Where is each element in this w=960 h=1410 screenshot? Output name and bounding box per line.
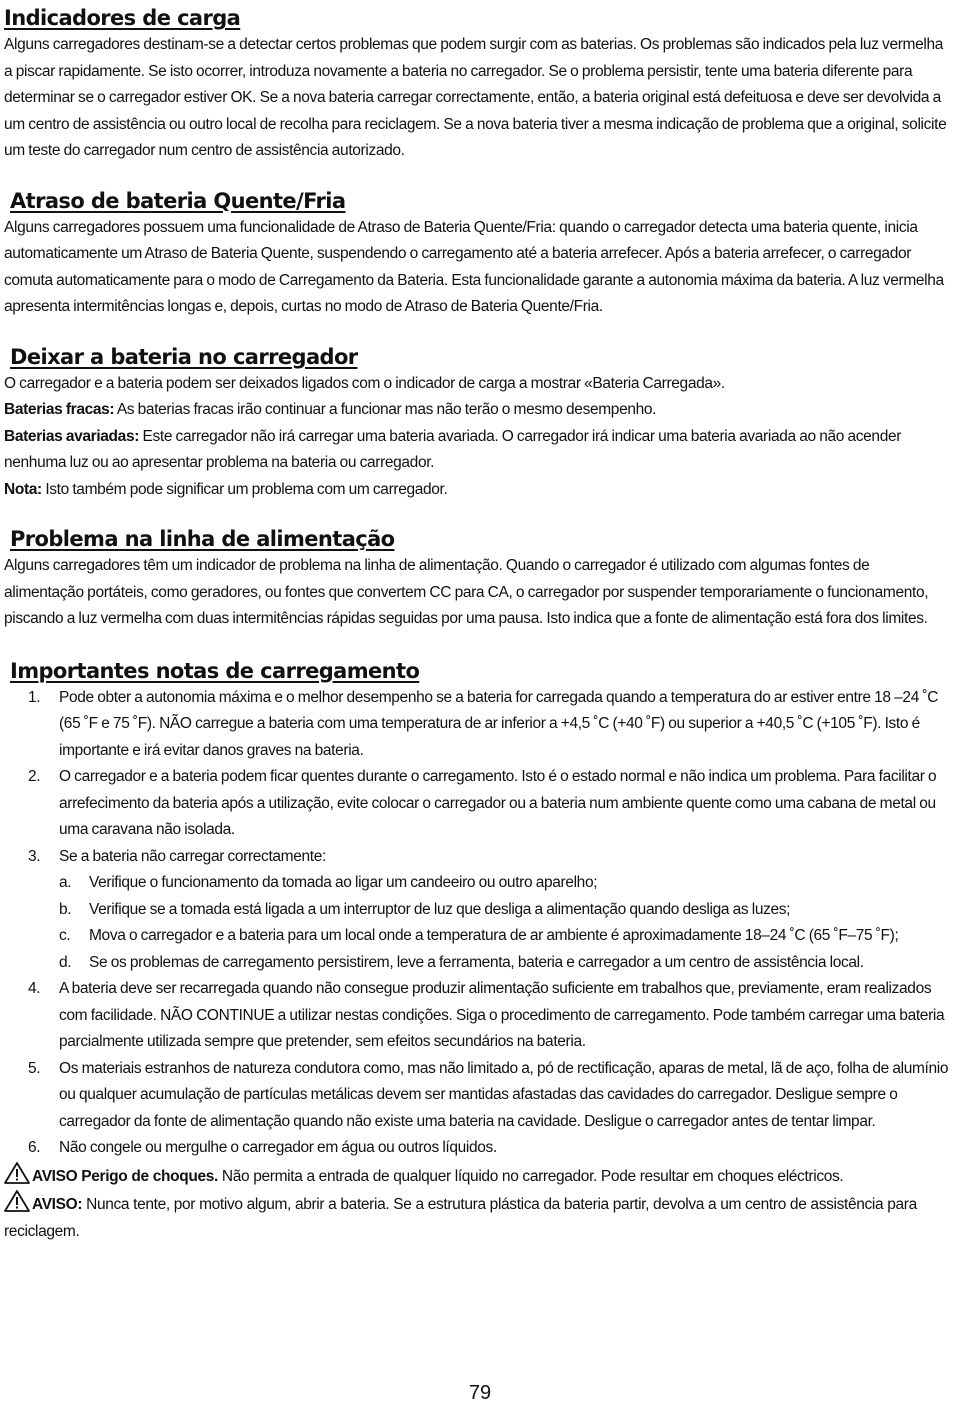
- section-title-leave-battery: Deixar a bateria no carregador: [10, 344, 358, 369]
- section-title-power-line: Problema na linha de alimentação: [10, 527, 395, 551]
- weak-batteries-text: As baterias fracas irão continuar a funcionar mas não terão o mesmo desempenho.: [114, 401, 657, 418]
- sub-list-item: [59, 870, 950, 897]
- section-body-power-line: Alguns carregadores têm um indicador de problema na linha de alimentação. Quando o carregador é utilizado com algumas fontes de alimentação portáteis, como geradores, ou fontes que convertem CC para CA, o carregador por suspender temporariamente o funcionamento, piscando a luz vermelha com duas intermitências rápidas seguidas por uma pausa. Isto indica que a fonte de alimentação está fora dos limites.: [4, 557, 929, 627]
- sub-list-text: Verifique se a tomada está ligada a um interruptor de luz que desliga a alimentação quando desliga as luzes;: [89, 900, 791, 918]
- damaged-batteries-note: [4, 424, 950, 477]
- list-item-text: Os materiais estranhos de natureza condutora como, mas não limitado a, pó de rectificação, aparas de metal, lã de aço, folha de alumínio ou qualquer acumulação de partículas metálicas devem ser mantidas afastadas das cavidades do carregador. Desligue sempre o carregador da fonte de alimentação quando não existe uma bateria na cavidade. Desligue o carregador antes de tentar limpar.: [59, 1059, 949, 1130]
- section-body-hot-cold-delay: Alguns carregadores possuem uma funcionalidade de Atraso de Bateria Quente/Fria: quando o carregador detecta uma bateria quente, inicia automaticamente um Atraso de Bateria Quente, suspendendo o carregamento até a bateria arrefecer. Após a bateria arrefecer, o carregador comuta automaticamente para o modo de Carregamento da Bateria. Esta funcionalidade garante a autonomia máxima da bateria. A luz vermelha apresenta intermitências longas e, depois, curtas no modo de Atraso de Bateria Quente/Fria.: [4, 218, 944, 315]
- sub-list-letter: c.: [59, 927, 71, 944]
- note: [4, 477, 950, 504]
- sub-list-text: Mova o carregador e a bateria para um local onde a temperatura de ar ambiente é aproximadamente 18–24 ˚C (65 ˚F–75 ˚F);: [89, 927, 899, 944]
- page-number: 79: [468, 1382, 492, 1404]
- damaged-batteries-label: Baterias avariadas:: [4, 427, 140, 445]
- charging-notes-list: [4, 685, 950, 1162]
- sub-list-item: [59, 950, 950, 977]
- section-title-hot-cold-delay: Atraso de bateria Quente/Fria: [10, 188, 346, 213]
- sub-list-letter: b.: [59, 900, 72, 918]
- note-label: Nota:: [4, 480, 42, 498]
- warning-open-battery-text: Nunca tente, por motivo algum, abrir a bateria. Se a estrutura plástica da bateria partir, devolva a um centro de assistência para reciclagem.: [4, 1196, 917, 1240]
- sub-list-letter: d.: [59, 953, 72, 971]
- damaged-batteries-text: Este carregador não irá carregar uma bateria avariada. O carregador irá indicar uma bateria avariada ao não acender nenhuma luz ou ao apresentar problema na bateria ou carregador.: [4, 427, 902, 471]
- section-title-charging-notes: Importantes notas de carregamento: [10, 658, 420, 683]
- list-item: [4, 1135, 950, 1162]
- list-item: [4, 844, 950, 977]
- list-item: [4, 1056, 950, 1136]
- list-item: [4, 685, 950, 765]
- warning-shock-title: AVISO Perigo de choques.: [32, 1167, 218, 1185]
- section-body-charge-indicators: Alguns carregadores destinam-se a detectar certos problemas que podem surgir com as baterias. Os problemas são indicados pela luz vermelha a piscar rapidamente. Se isto ocorrer, introduza novamente a bateria no carregador. Se o problema persistir, tente uma bateria diferente para determinar se o carregador estiver OK. Se a nova bateria carregar correctamente, então, a bateria original está defeituosa e deve ser devolvida a um centro de assistência ou outro local de recolha para reciclagem. Se a nova bateria tiver a mesma indicação de problema que a original, solicite um teste do carregador num centro de assistência autorizado.: [4, 36, 947, 159]
- list-number: 5.: [28, 1059, 41, 1077]
- list-number: 6.: [28, 1139, 41, 1156]
- weak-batteries-label: Baterias fracas:: [4, 401, 115, 418]
- section-title-charge-indicators: Indicadores de carga: [4, 6, 241, 30]
- sub-list: [59, 870, 950, 976]
- list-item-text: A bateria deve ser recarregada quando não consegue produzir alimentação suficiente em trabalhos que, previamente, eram realizados com facilidade. NÃO CONTINUE a utilizar nestas condições. Siga o procedimento de carregamento. Pode também carregar uma bateria parcialmente utilizada sempre que pretender, sem efeitos secundários na bateria.: [59, 980, 945, 1050]
- warning-open-battery-title: AVISO:: [32, 1196, 83, 1213]
- list-number: 2.: [28, 768, 41, 785]
- note-text: Isto também pode significar um problema com um carregador.: [41, 480, 448, 498]
- list-item-text: O carregador e a bateria podem ficar quentes durante o carregamento. Isto é o estado normal e não indica um problema. Para facilitar o arrefecimento da bateria após a utilização, evite colocar o carregador ou a bateria num ambiente quente como uma cabana de metal ou uma caravana não isolada.: [59, 768, 937, 838]
- sub-list-item: [59, 923, 950, 950]
- warning-shock: [4, 1162, 950, 1191]
- warning-shock-text: Não permita a entrada de qualquer líquido no carregador. Pode resultar em choques eléctricos.: [217, 1167, 844, 1185]
- sub-list-text: Verifique o funcionamento da tomada ao ligar um candeeiro ou outro aparelho;: [89, 874, 598, 891]
- weak-batteries-note: [4, 397, 950, 424]
- sub-list-text: Se os problemas de carregamento persistirem, leve a ferramenta, bateria e carregador a um centro de assistência local.: [89, 953, 864, 971]
- section-body-leave-battery: O carregador e a bateria podem ser deixados ligados com o indicador de carga a mostrar «Bateria Carregada».: [4, 374, 725, 392]
- list-item: [4, 764, 950, 844]
- sub-list-item: [59, 897, 950, 924]
- list-item-text: Não congele ou mergulhe o carregador em água ou outros líquidos.: [59, 1139, 497, 1156]
- list-number: 3.: [28, 847, 41, 865]
- list-item: [4, 976, 950, 1056]
- sub-list-letter: a.: [59, 874, 72, 891]
- list-number: 1.: [28, 688, 41, 706]
- warning-triangle-icon: [4, 1162, 30, 1184]
- list-item-text: Se a bateria não carregar correctamente:: [59, 847, 326, 865]
- warning-open-battery: [4, 1190, 950, 1245]
- list-number: 4.: [28, 980, 41, 997]
- list-item-text: Pode obter a autonomia máxima e o melhor desempenho se a bateria for carregada quando a temperatura do ar estiver entre 18 –24 ˚C (65 ˚F e 75 ˚F). NÃO carregue a bateria com uma temperatura de ar inferior a +4,5 ˚C (+40 ˚F) ou superior a +40,5 ˚C (+105 ˚F). Isto é importante e irá evitar danos graves na bateria.: [59, 688, 939, 759]
- warning-triangle-icon: [4, 1190, 30, 1212]
